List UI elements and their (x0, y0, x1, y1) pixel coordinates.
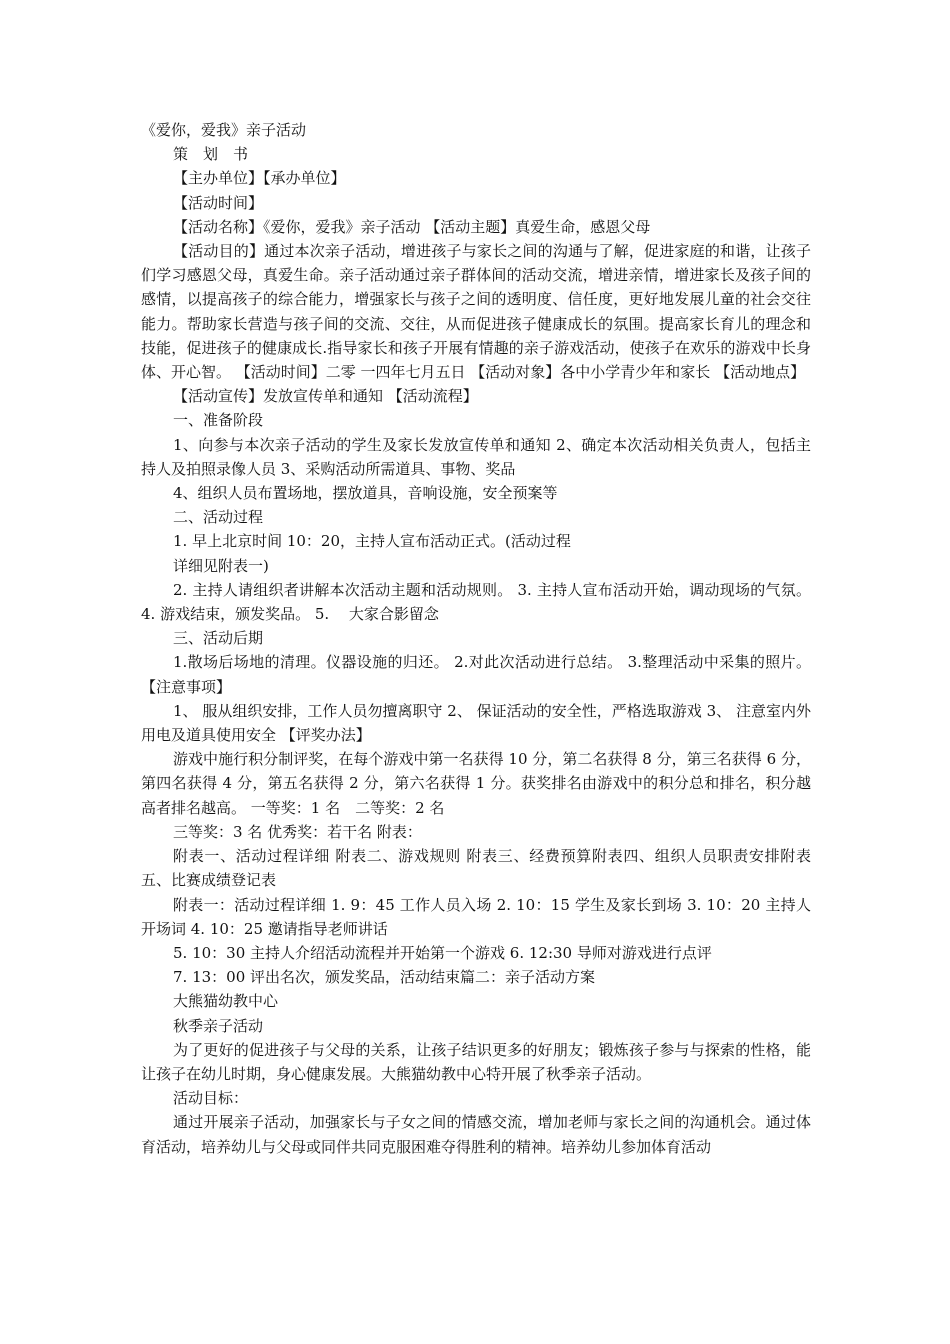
paragraph: 通过开展亲子活动，加强家长与子女之间的情感交流，增加老师与家长之间的沟通机会。通过体育活动，培养幼儿与父母或同伴共同克服困难夺得胜利的精神。培养幼儿参加体育活动 (141, 1113, 811, 1156)
paragraph: 2. 主持人请组织者讲解本次活动主题和活动规则。 3. 主持人宣布活动开始，调动现场的气氛。 4. 游戏结束，颁发奖品。 5. 大家合影留念 (141, 580, 811, 624)
paragraph: 【活动目的】通过本次亲子活动，增进孩子与家长之间的沟通与了解，促进家庭的和谐，让孩子们学习感恩父母，真爱生命。亲子活动通过亲子群体间的活动交流，增进亲情，增进家长及孩子间的感情，以提高孩子的综合能力，增强家长与孩子之间的透明度、信任度，更好地发展儿童的社会交往能力。帮助家长营造与孩子间的交流、交往，从而促进孩子健康成长的氛围。提高家长育儿的理念和技能，促进孩子的健康成长.指导家长和孩子开展有情趣的亲子游戏活动，使孩子在欢乐的游戏中长身体、开心智。 【活动时间】二零 一四年七月五日 【活动对象】各中小学青少年和家长 【活动地点】 (141, 242, 811, 382)
paragraph: 秋季亲子活动 (173, 1016, 264, 1035)
paragraph: 【活动时间】 (173, 193, 264, 212)
paragraph: 游戏中施行积分制评奖，在每个游戏中第一名获得 10 分，第二名获得 8 分，第三名获得 6 分，第四名获得 4 分，第五名获得 2 分，第六名获得 1 分。获奖排名由游戏中的积分总和排名，积分越高者排名越高。 一等奖：1 名 二等奖：2 名 (141, 750, 811, 817)
paragraph: 1.散场后场地的清理。仪器设施的归还。 2.对此次活动进行总结。 3.整理活动中采集的照片。 【注意事项】 (141, 653, 811, 696)
paragraph: 1、 服从组织安排，工作人员勿擅离职守 2、 保证活动的安全性，严格选取游戏 3、 注意室内外用电及道具使用安全 【评奖办法】 (141, 701, 811, 745)
paragraph: 附表一、活动过程详细 附表二、游戏规则 附表三、经费预算附表四、组织人员职责安排附表五、比赛成绩登记表 (141, 847, 811, 890)
paragraph: 大熊猫幼教中心 (173, 992, 279, 1011)
paragraph: 活动目标： (173, 1089, 249, 1108)
paragraph: 1. 早上北京时间 10：20，主持人宣布活动正式。(活动过程 (173, 532, 571, 551)
paragraph: 【主办单位】【承办单位】 (173, 169, 346, 188)
paragraph: 附表一：活动过程详细 1. 9：45 工作人员入场 2. 10：15 学生及家长到场 3. 10：20 主持人开场词 4. 10：25 邀请指导老师讲话 (141, 895, 811, 938)
paragraph: 为了更好的促进孩子与父母的关系，让孩子结识更多的好朋友；锻炼孩子参与与探索的性格，能让孩子在幼儿时期，身心健康发展。大熊猫幼教中心特开展了秋季亲子活动。 (141, 1040, 811, 1083)
document-subtitle: 策 划 书 (173, 145, 249, 164)
paragraph: 5. 10：30 主持人介绍活动流程并开始第一个游戏 6. 12:30 导师对游戏进行点评 (173, 943, 712, 962)
paragraph: 详细见附表一) (173, 556, 269, 575)
paragraph: 7. 13：00 评出名次，颁发奖品，活动结束篇二：亲子活动方案 (173, 968, 596, 987)
section-heading: 三、活动后期 (173, 629, 264, 648)
paragraph: 1、向参与本次亲子活动的学生及家长发放宣传单和通知 2、确定本次活动相关负责人，包括主持人及拍照录像人员 3、采购活动所需道具、事物、奖品 (141, 435, 811, 478)
section-heading: 二、活动过程 (173, 508, 264, 527)
document-body (141, 118, 811, 1159)
paragraph: 4、组织人员布置场地，摆放道具，音响设施，安全预案等 (173, 484, 558, 503)
paragraph: 三等奖：3 名 优秀奖：若干名 附表： (173, 822, 422, 841)
paragraph: 【活动名称】《爱你，爱我》亲子活动 【活动主题】真爱生命，感恩父母 (173, 217, 651, 236)
document-title: 《爱你，爱我》亲子活动 (141, 121, 307, 139)
paragraph: 【活动宣传】发放宣传单和通知 【活动流程】 (173, 387, 478, 406)
section-heading: 一、准备阶段 (173, 411, 264, 430)
